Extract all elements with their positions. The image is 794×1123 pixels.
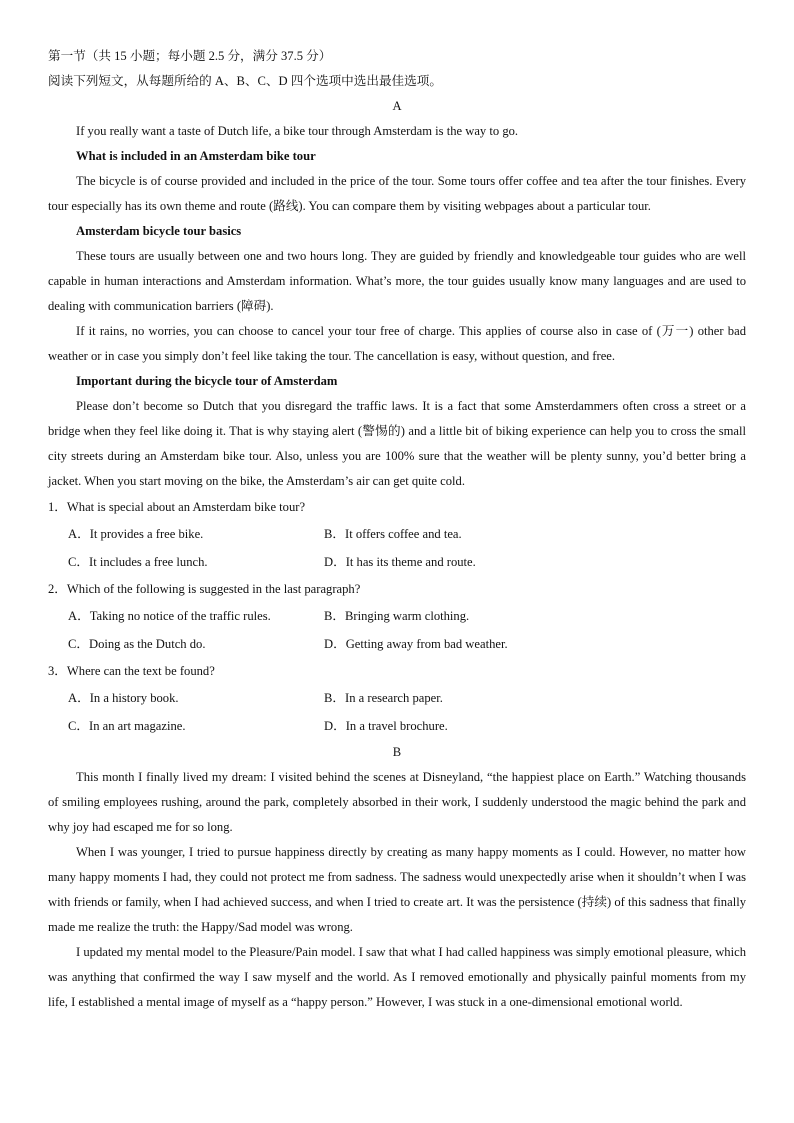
option-b[interactable]: B．It offers coffee and tea.	[324, 527, 462, 541]
passage-a-heading-3: Important during the bicycle tour of Amsterdam	[76, 374, 338, 388]
question-3	[48, 658, 746, 740]
passage-a-heading-2: Amsterdam bicycle tour basics	[76, 224, 242, 238]
passage-b-letter: B	[392, 745, 402, 759]
passage-a-paragraph-1: The bicycle is of course provided and included in the price of the tour. Some tours offer coffee and tea after the tour finishes. Every tour especially has its own theme and route (路线). You can compare them by visiting webpages about a particular tour.	[48, 174, 746, 213]
option-a[interactable]: A．In a history book.	[68, 691, 179, 705]
question-stem: 1．What is special about an Amsterdam bike tour?	[48, 500, 306, 514]
option-d[interactable]: D．Getting away from bad weather.	[324, 636, 508, 651]
question-stem: 3．Where can the text be found?	[48, 664, 215, 678]
exam-page	[48, 44, 746, 1015]
passage-b-paragraph-3: I updated my mental model to the Pleasure/Pain model. I saw that what I had called happiness was simply emotional pleasure, which was anything that confirmed the way I saw myself and the world. As I removed emotionally and physically painful moments from my life, I established a mental image of myself as a “happy person.” However, I was stuck in a one-dimensional emotional world.	[48, 945, 746, 1009]
passage-a-letter: A	[392, 99, 402, 113]
option-c[interactable]: C．It includes a free lunch.	[68, 554, 208, 569]
passage-a-intro: If you really want a taste of Dutch life, a bike tour through Amsterdam is the way to go.	[76, 124, 519, 138]
question-2	[48, 576, 746, 658]
section-instruction: 阅读下列短文，从每题所给的 A、B、C、D 四个选项中选出最佳选项。	[48, 74, 442, 88]
passage-a-heading-1: What is included in an Amsterdam bike tour	[76, 149, 316, 163]
section-header: 第一节（共 15 小题；每小题 2.5 分，满分 37.5 分）	[48, 49, 332, 63]
question-1	[48, 494, 746, 576]
passage-b-paragraph-1: This month I finally lived my dream: I visited behind the scenes at Disneyland, “the happiest place on Earth.” Watching thousands of smiling employees rushing, around the park, completely absorbed in their work, I suddenly understood the magic behind the park and why joy had escaped me for so long.	[48, 770, 746, 834]
passage-b-paragraph-2: When I was younger, I tried to pursue happiness directly by creating as many happy moments as I could. However, no matter how many happy moments I had, they could not protect me from sadness. The sadness would unexpectedly arise when it shouldn’t when I was with friends or family, when I had achieved success, and when I tried to create art. It was the persistence (持续) of this sadness that finally made me realize the truth: the Happy/Sad model was wrong.	[48, 845, 746, 934]
option-a[interactable]: A．It provides a free bike.	[68, 527, 204, 541]
option-c[interactable]: C．Doing as the Dutch do.	[68, 636, 206, 651]
option-a[interactable]: A．Taking no notice of the traffic rules.	[68, 609, 271, 623]
option-d[interactable]: D．In a travel brochure.	[324, 718, 448, 733]
option-b[interactable]: B．In a research paper.	[324, 691, 443, 705]
passage-a-paragraph-4: Please don’t become so Dutch that you disregard the traffic laws. It is a fact that some Amsterdammers often cross a street or a bridge when they feel like doing it. That is why staying alert (警惕的) and a little bit of biking experience can help you to cross the small city streets during an Amsterdam bike tour. Also, unless you are 100% sure that the weather will be plenty sunny, you’d better bring a jacket. When you start moving on the bike, the Amsterdam’s air can get quite cold.	[48, 399, 746, 488]
option-b[interactable]: B．Bringing warm clothing.	[324, 609, 470, 623]
passage-a-paragraph-3: If it rains, no worries, you can choose to cancel your tour free of charge. This applies of course also in case of (万一) other bad weather or in case you simply don’t feel like taking the tour. The cancellation is easy, without question, and free.	[48, 324, 746, 363]
passage-a-paragraph-2: These tours are usually between one and two hours long. They are guided by friendly and knowledgeable tour guides who are well capable in human interactions and Amsterdam information. What’s more, the tour guides usually know many languages and are used to dealing with communication barriers (障碍).	[48, 249, 746, 313]
option-d[interactable]: D．It has its theme and route.	[324, 554, 476, 569]
question-stem: 2．Which of the following is suggested in the last paragraph?	[48, 582, 361, 596]
option-c[interactable]: C．In an art magazine.	[68, 718, 186, 733]
